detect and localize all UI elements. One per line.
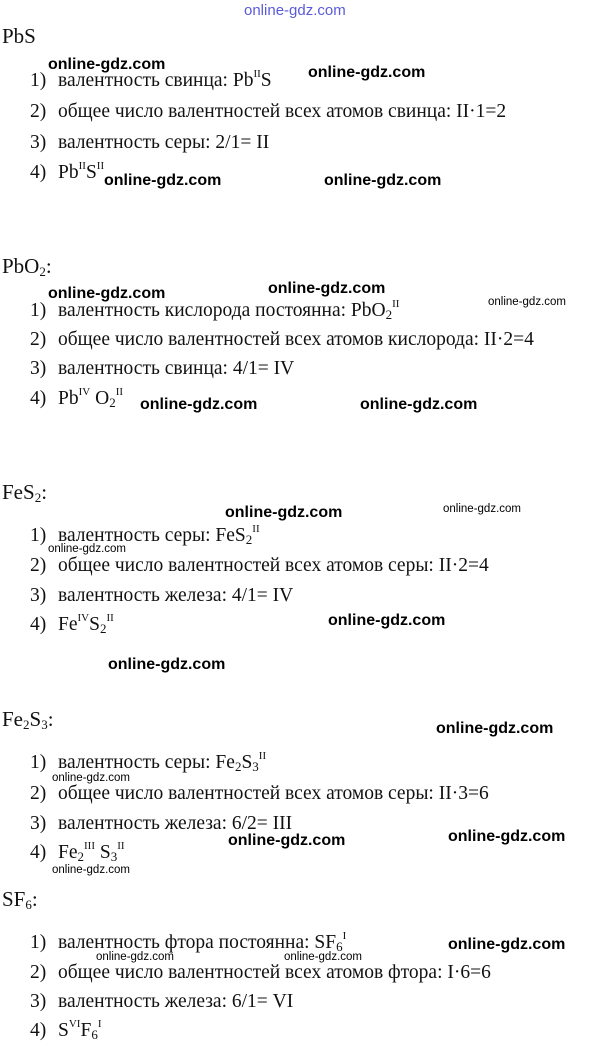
formula-heading-fes2: FeS$_2$: xyxy=(2,480,48,505)
step-line: 3) валентность железа: 6/1= VI xyxy=(30,991,294,1012)
watermark: online-gdz.com xyxy=(443,503,521,515)
step-line: 4) $Pb^{II}S^{II}$ xyxy=(30,160,105,183)
step-line: 3) валентность железа: 6/2= III xyxy=(30,813,293,834)
watermark: online-gdz.com xyxy=(48,285,166,302)
watermark: online-gdz.com xyxy=(324,172,442,189)
watermark: online-gdz.com xyxy=(308,64,426,81)
step-line: 1) валентность серы: $Fe_2S_3^{II}$ xyxy=(30,750,267,774)
watermark: online-gdz.com xyxy=(225,504,343,521)
formula-heading-fe2s3: $Fe_2S_3$: xyxy=(2,707,54,732)
watermark: online-gdz.com xyxy=(488,296,566,308)
watermark: online-gdz.com xyxy=(104,172,222,189)
step-line: 2) общее число валентностей всех атомов кислорода: II·2=4 xyxy=(30,329,534,350)
watermark: online-gdz.com xyxy=(284,951,362,963)
step-line: 4) $Fe^{IV}S_2^{II}$ xyxy=(30,612,114,636)
step-line: 4) $S^{VI}F_6^I$ xyxy=(30,1018,102,1042)
watermark: online-gdz.com xyxy=(48,543,126,555)
watermark: online-gdz.com xyxy=(448,936,566,953)
watermark: online-gdz.com xyxy=(140,396,258,413)
step-line: 2) общее число валентностей всех атомов серы: II·3=6 xyxy=(30,783,489,804)
top-watermark[interactable]: online-gdz.com xyxy=(244,2,346,19)
watermark: online-gdz.com xyxy=(228,832,346,849)
step-line: 1) валентность фтора постоянна: $SF_6^I$ xyxy=(30,930,347,954)
step-line: 3) валентность железа: 4/1= IV xyxy=(30,585,294,606)
step-line: 2) общее число валентностей всех атомов серы: II·2=4 xyxy=(30,555,489,576)
watermark: online-gdz.com xyxy=(52,772,130,784)
step-line: 3) валентность свинца: 4/1= IV xyxy=(30,358,295,379)
step-line: 1) валентность серы: FeS$_2^{II}$ xyxy=(30,523,260,547)
formula-heading-pbo2: PbO$_2$: xyxy=(2,254,52,279)
step-line: 1) валентность свинца: $Pb^{II}S$ xyxy=(30,68,272,91)
step-line: 2) общее число валентностей всех атомов фтора: I·6=6 xyxy=(30,962,491,983)
watermark: online-gdz.com xyxy=(48,56,166,73)
watermark: online-gdz.com xyxy=(268,280,386,297)
step-line: 1) валентность кислорода постоянна: PbO$_2^{II}$ xyxy=(30,298,400,322)
step-line: 3) валентность серы: 2/1= II xyxy=(30,132,270,153)
watermark: online-gdz.com xyxy=(448,828,566,845)
watermark: online-gdz.com xyxy=(108,656,226,673)
step-line: 2) общее число валентностей всех атомов свинца: II·1=2 xyxy=(30,101,507,122)
step-line: 4) $Fe_2^{III}$ $S_3^{II}$ xyxy=(30,840,125,864)
formula-heading-pbs: PbS xyxy=(2,24,36,48)
step-line: 4) $Pb^{IV}$ $O_2^{II}$ xyxy=(30,386,124,410)
watermark: online-gdz.com xyxy=(328,612,446,629)
watermark: online-gdz.com xyxy=(96,951,174,963)
formula-heading-sf6: $SF_6$: xyxy=(2,887,38,912)
watermark: online-gdz.com xyxy=(436,720,554,737)
watermark: online-gdz.com xyxy=(360,396,478,413)
watermark: online-gdz.com xyxy=(52,864,130,876)
